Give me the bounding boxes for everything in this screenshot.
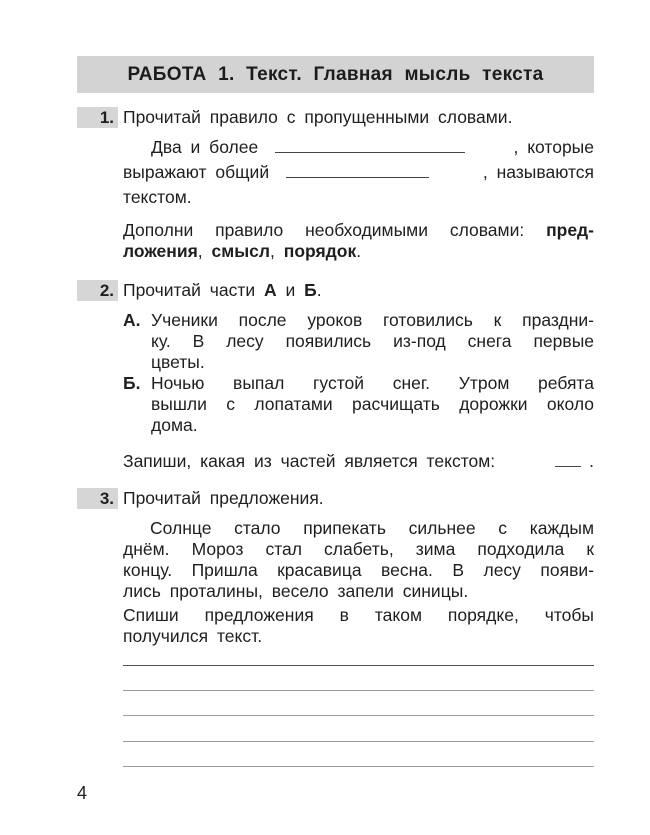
page-number: 4	[77, 783, 88, 803]
rule-text: выражают общий	[123, 162, 270, 182]
word-bold: ложения	[123, 241, 198, 261]
word-bold: пред-	[546, 220, 594, 240]
prompt-text: Прочитай части	[123, 280, 264, 300]
task-2-question	[123, 451, 594, 472]
word-bold: смысл	[211, 241, 271, 261]
part-b-marker: Б.	[123, 373, 141, 393]
question-end: .	[589, 451, 594, 471]
answer-line-1[interactable]	[123, 665, 594, 666]
task-number-2: 2.	[77, 280, 118, 301]
answer-line-3[interactable]	[123, 715, 594, 716]
answer-line-4[interactable]	[123, 741, 594, 742]
part-a-marker: А.	[123, 310, 141, 330]
word-bold: порядок	[283, 241, 357, 261]
task-3-instruction	[123, 605, 594, 647]
separator: ,	[197, 241, 212, 261]
paragraph-line: лись проталины, весело запели синицы.	[123, 581, 469, 601]
task-1-prompt: Прочитай правило с пропущенными словами.	[123, 107, 513, 127]
rule-text: Два и более	[151, 137, 259, 157]
answer-line-2[interactable]	[123, 690, 594, 691]
question-text: Запиши, какая из частей является текстом:	[123, 451, 496, 471]
separator: .	[356, 241, 362, 261]
answer-blank-2[interactable]	[286, 176, 429, 178]
answer-blank-1[interactable]	[275, 151, 465, 153]
task-1-rule-line-2	[123, 162, 594, 183]
task-3-paragraph	[123, 518, 594, 602]
task-3-prompt: Прочитай предложения.	[123, 488, 324, 508]
paragraph-line: Солнце стало припекать сильнее с каждым	[150, 518, 594, 538]
part-a-line: ку. В лесу появились из-под снега первые	[151, 331, 594, 351]
part-b-line: дома.	[151, 415, 198, 435]
instruction-line: получился текст.	[123, 626, 263, 646]
part-a-line: цветы.	[151, 352, 205, 372]
task-number-1: 1.	[77, 107, 118, 128]
part-a-label: А	[264, 280, 277, 300]
separator: ,	[270, 241, 284, 261]
answer-blank-3[interactable]	[555, 465, 581, 467]
paragraph-line: концу. Пришла красавица весна. В лесу появи-	[123, 560, 594, 580]
paragraph-line: днём. Мороз стал слабеть, зима подходила к	[123, 539, 594, 559]
task-1-instruction-line-1	[123, 220, 594, 241]
rule-text: , которые	[513, 137, 594, 157]
page-title: РАБОТА 1. Текст. Главная мысль текста	[77, 56, 594, 93]
part-b-line: вышли с лопатами расчищать дорожки около	[151, 394, 594, 414]
prompt-text: и	[276, 280, 305, 300]
task-1-instruction-line-2	[123, 241, 361, 262]
instruction-line: Спиши предложения в таком порядке, чтобы	[123, 605, 594, 625]
part-b-line: Ночью выпал густой снег. Утром ребята	[151, 373, 594, 393]
answer-line-5[interactable]	[123, 766, 594, 767]
task-1-rule-line-1	[151, 137, 594, 158]
part-b	[123, 373, 594, 436]
task-2-prompt	[123, 280, 322, 301]
part-a	[123, 310, 594, 373]
task-number-3: 3.	[77, 488, 118, 509]
task-1-rule-line-3: текстом.	[123, 187, 192, 207]
part-b-label: Б	[304, 280, 317, 300]
prompt-text: .	[316, 280, 322, 300]
part-a-line: Ученики после уроков готовились к праздни-	[151, 310, 594, 330]
rule-text: , называются	[482, 162, 594, 182]
instruction-text: Дополни правило необходимыми словами:	[123, 220, 547, 240]
